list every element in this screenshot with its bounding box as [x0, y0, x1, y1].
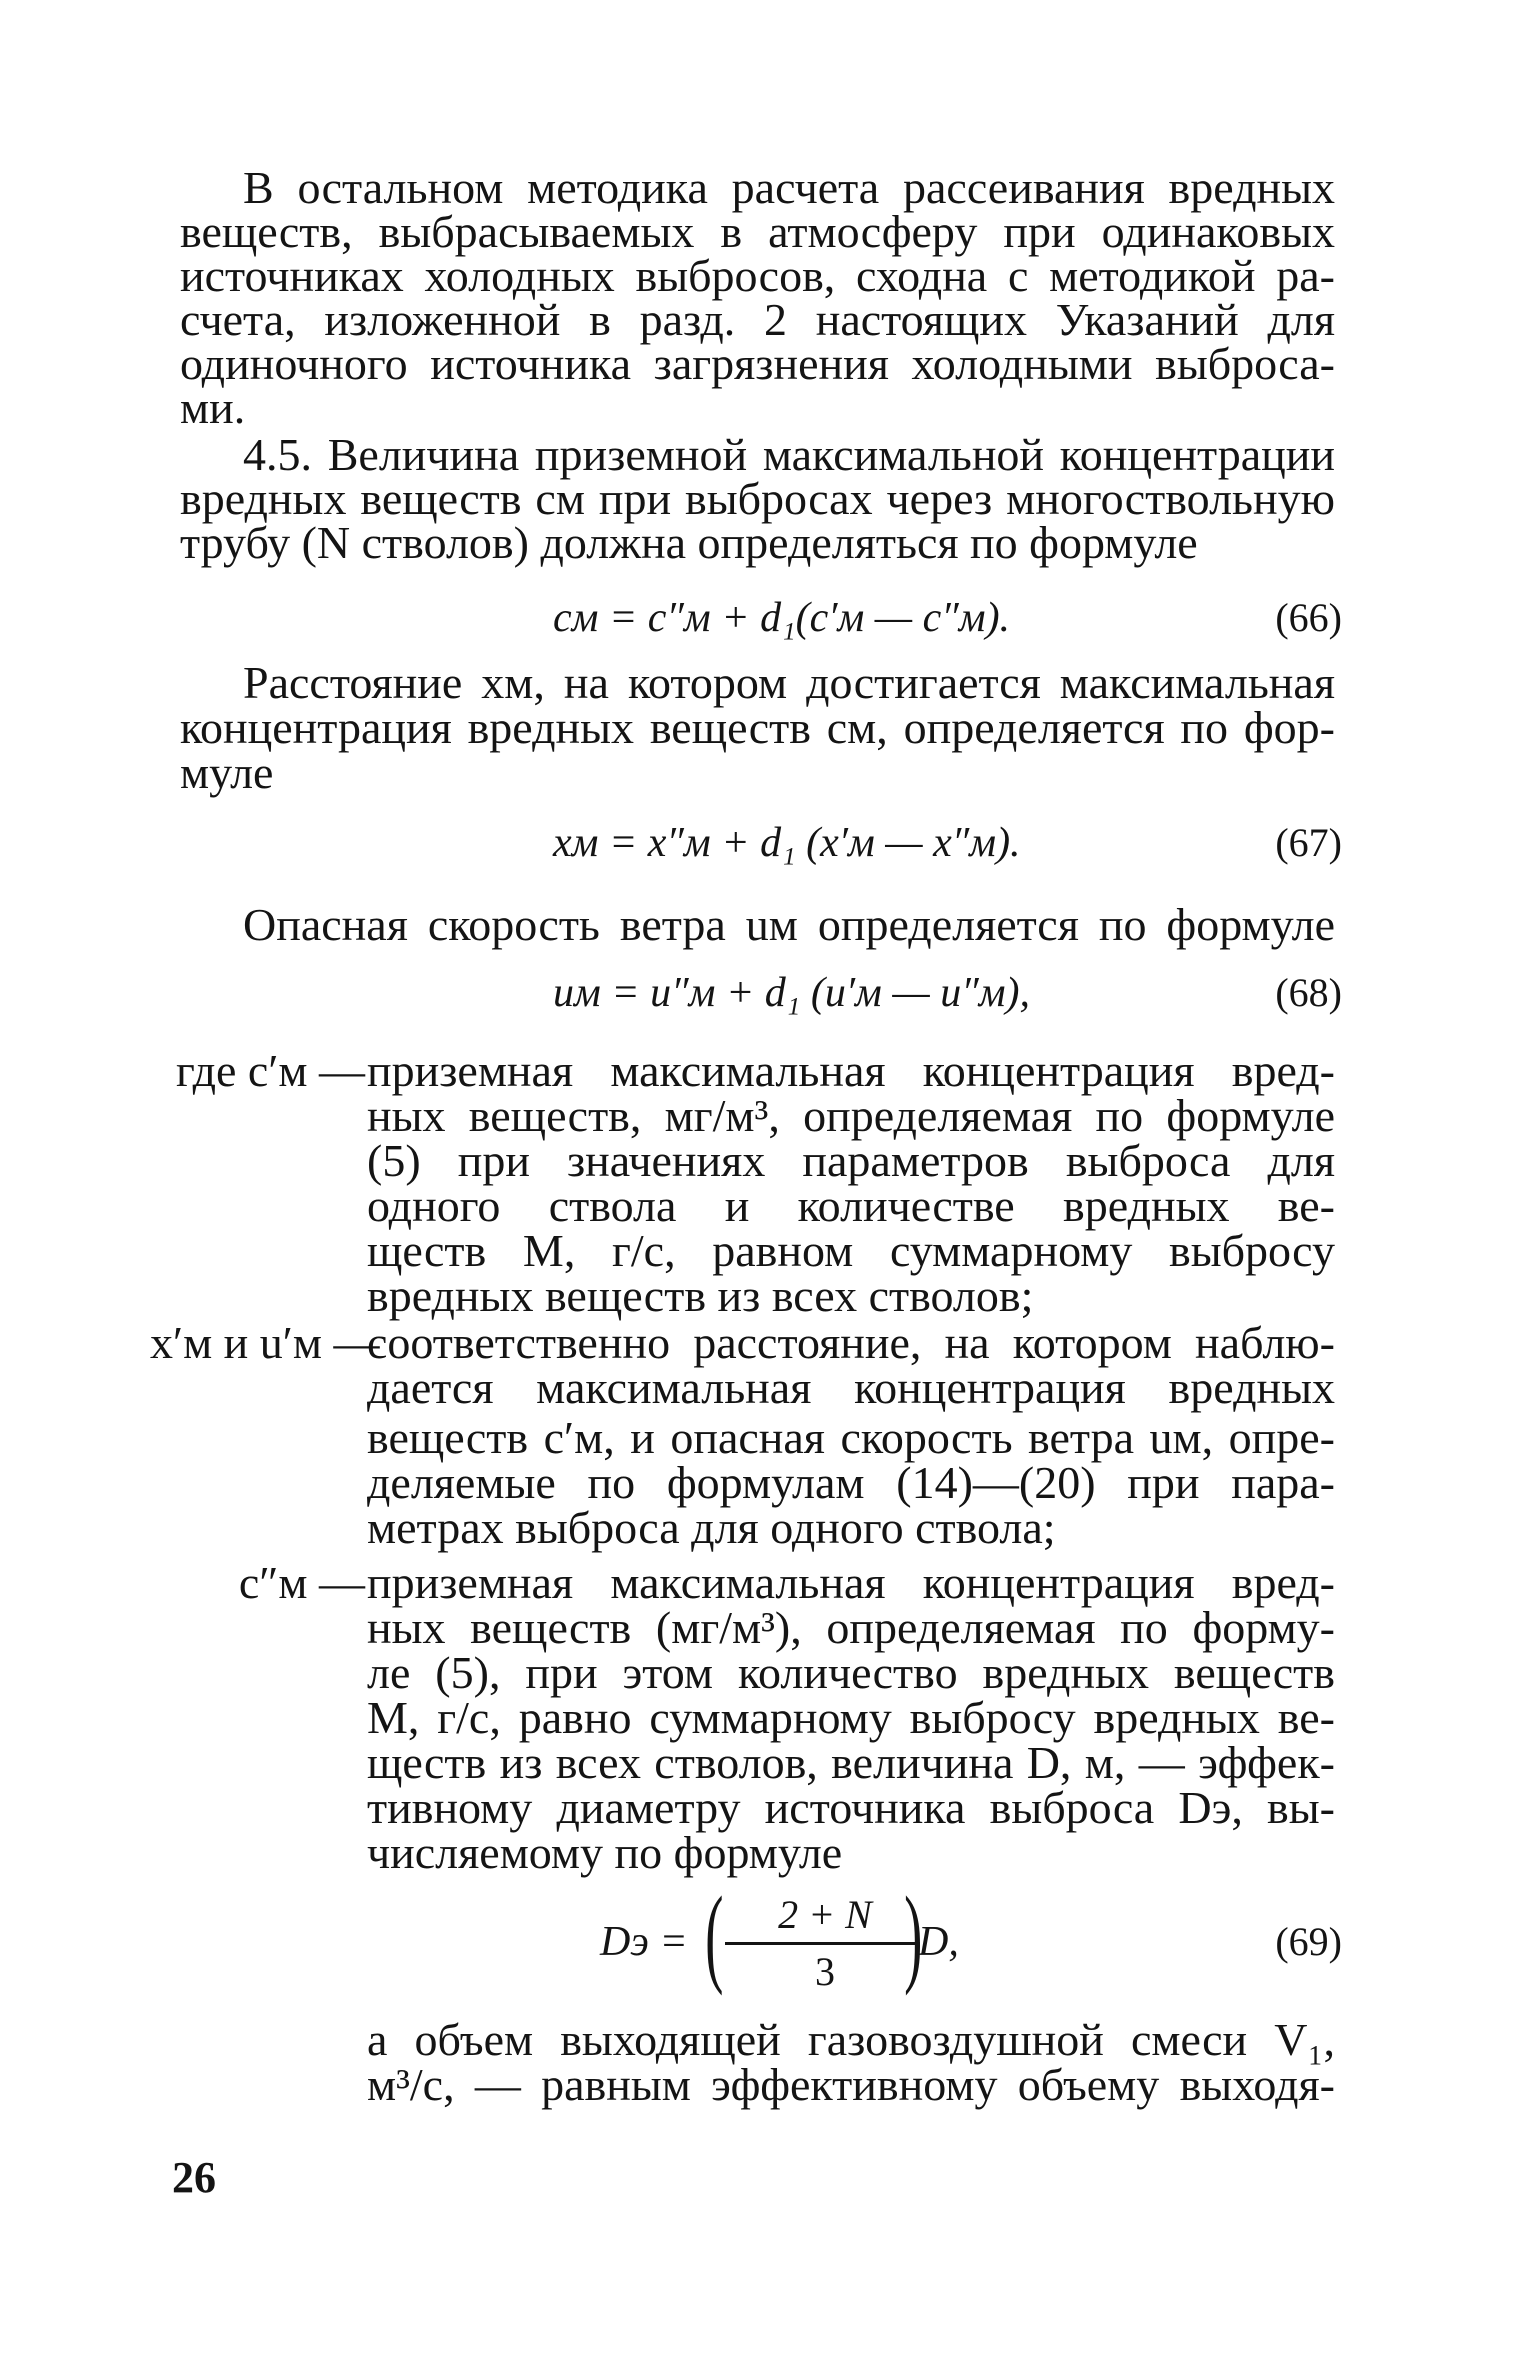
text-line: м³/с, — равным эффективному объему выходя-: [367, 2059, 1335, 2110]
formula-number-68: (68): [1275, 970, 1342, 1015]
formula-69-rhs: D,: [918, 1919, 959, 1965]
definition-line: приземная максимальная концентрация вред-: [367, 1045, 1335, 1096]
formula-68: uм = u″м + d₁ (u′м — u″м),: [553, 970, 1030, 1016]
definition-label: c″м —: [238, 1557, 365, 1608]
definition-line: соответственно расстояние, на котором наблю-: [367, 1317, 1335, 1368]
numerator-text: 2 + N: [778, 1892, 872, 1937]
text-line: одиночного источника загрязнения холодными выброса-: [180, 338, 1335, 389]
definition-line: ществ из всех стволов, величина D, м, — эффек-: [367, 1737, 1335, 1788]
definition-line: метрах выброса для одного ствола;: [367, 1502, 1056, 1553]
definition-line: веществ c′м, и опасная скорость ветра uм, опре-: [367, 1412, 1335, 1463]
text-line: трубу (N стволов) должна определяться по формуле: [180, 517, 1198, 568]
definition-line: ных веществ (мг/м³), определяемая по форму-: [367, 1602, 1335, 1653]
text-line: а объем выходящей газовоздушной смеси V₁,: [367, 2014, 1335, 2065]
definition-line: M, г/с, равно суммарному выбросу вредных ве-: [367, 1692, 1335, 1743]
definition-label: где c′м —: [176, 1045, 365, 1096]
fraction-bar: [725, 1942, 920, 1945]
text-line: счета, изложенной в разд. 2 настоящих Указаний для: [180, 294, 1335, 345]
text-line: ми.: [180, 382, 246, 433]
text-line: муле: [180, 747, 274, 798]
definition-line: деляемые по формулам (14)—(20) при пара-: [367, 1457, 1335, 1508]
definition-line: тивному диаметру источника выброса Dэ, вы-: [367, 1782, 1335, 1833]
definition-line: (5) при значениях параметров выброса для: [367, 1135, 1335, 1186]
text-line: вредных веществ cм при выбросах через многоствольную: [180, 473, 1335, 524]
text-line: В остальном методика расчета рассеивания вредных: [243, 162, 1335, 213]
text-line: источниках холодных выбросов, сходна с методикой ра-: [180, 250, 1335, 301]
definition-line: одного ствола и количестве вредных ве-: [367, 1180, 1335, 1231]
text-line: концентрация вредных веществ cм, определяется по фор-: [180, 702, 1335, 753]
formula-number-69: (69): [1275, 1919, 1342, 1964]
formula-67: xм = x″м + d₁ (x′м — x″м).: [553, 820, 1021, 866]
formula-69-denominator: [730, 1947, 920, 1997]
formula-66: cм = c″м + d₁(c′м — c″м).: [553, 595, 1011, 641]
definition-line: числяемому по формуле: [367, 1827, 843, 1878]
left-paren-icon: (: [705, 1874, 724, 1996]
formula-69-lhs: Dэ =: [600, 1919, 688, 1965]
text-line: 4.5. Величина приземной максимальной концентрации: [243, 429, 1335, 480]
formula-69-numerator: [730, 1890, 920, 1940]
definition-line: ществ M, г/с, равном суммарному выбросу: [367, 1225, 1335, 1276]
definition-label: x′м и u′м —: [150, 1317, 380, 1368]
definition-line: ле (5), при этом количество вредных веществ: [367, 1647, 1335, 1698]
denominator-text: 3: [815, 1949, 835, 1994]
text-line: веществ, выбрасываемых в атмосферу при одинаковых: [180, 206, 1335, 257]
text-line: Опасная скорость ветра uм определяется по формуле: [243, 899, 1335, 950]
definition-line: ных веществ, мг/м³, определяемая по формуле: [367, 1090, 1335, 1141]
right-paren-icon: ): [904, 1874, 923, 1996]
definition-line: вредных веществ из всех стволов;: [367, 1270, 1034, 1321]
definition-line: дается максимальная концентрация вредных: [367, 1362, 1335, 1413]
text-line: Расстояние xм, на котором достигается максимальная: [243, 657, 1335, 708]
page-number: 26: [172, 2153, 216, 2202]
formula-number-67: (67): [1275, 820, 1342, 865]
formula-number-66: (66): [1275, 595, 1342, 640]
definition-line: приземная максимальная концентрация вред-: [367, 1557, 1335, 1608]
